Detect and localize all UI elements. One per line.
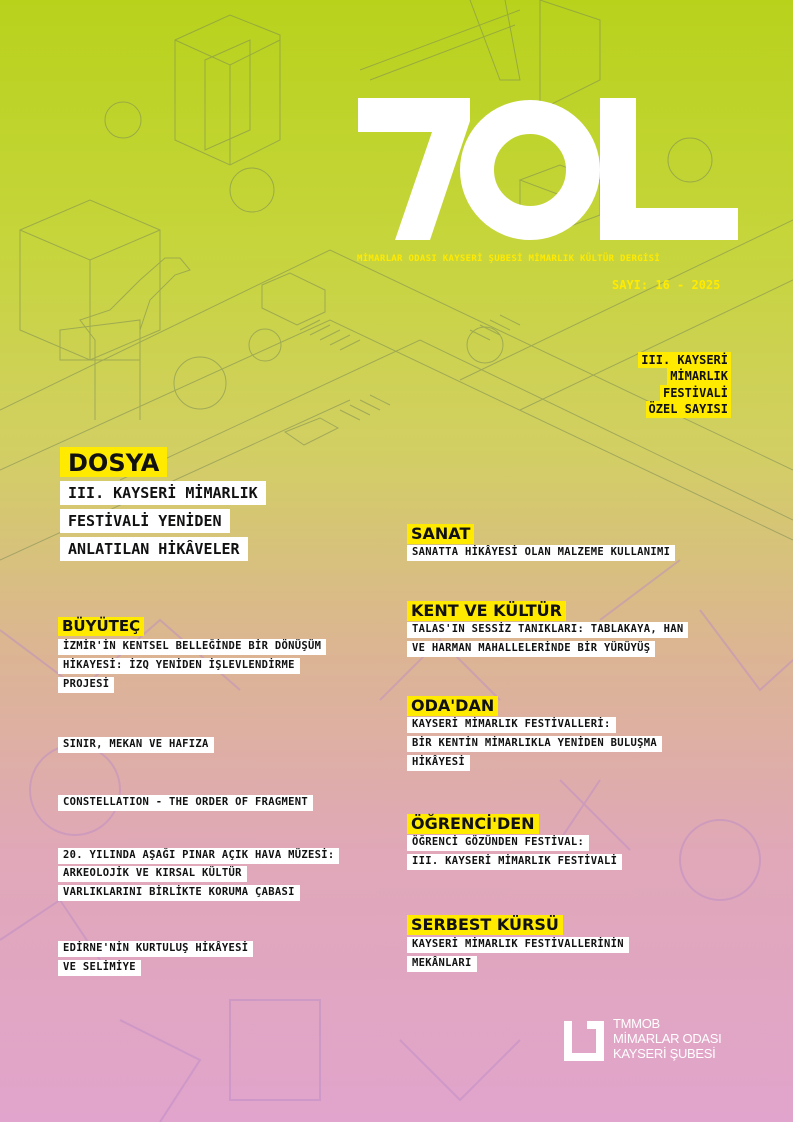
article-title-line[interactable]: SINIR, MEKAN VE HAFIZA [58,737,214,753]
article-title-line[interactable]: HİKAYESİ: İZQ YENİDEN İŞLEVLENDİRME [58,658,300,674]
special-issue-line: FESTİVALİ [660,385,731,401]
buyutec-heading: BÜYÜTEÇ [58,617,144,636]
article-title-line[interactable]: ÖĞRENCİ GÖZÜNDEN FESTİVAL: [407,835,589,851]
article-title-line[interactable]: VARLIKLARINI BİRLİKTE KORUMA ÇABASI [58,885,300,901]
dosya-title-line[interactable]: III. KAYSERİ MİMARLIK [60,481,266,505]
odadan-heading: ODA'DAN [407,696,498,716]
article-title-line[interactable]: 20. YILINDA AŞAĞI PINAR AÇIK HAVA MÜZESİ: [58,848,339,864]
article-title-line[interactable]: TALAS'IN SESSİZ TANIKLARI: TABLAKAYA, HAN [407,622,688,638]
article-title-line[interactable]: III. KAYSERİ MİMARLIK FESTİVALİ [407,854,622,870]
special-issue-line: MİMARLIK [667,368,731,384]
article-title-line[interactable]: VE SELİMİYE [58,960,141,976]
publisher-line: MİMARLAR ODASI [613,1030,722,1046]
dosya-title-line[interactable]: FESTİVALİ YENİDEN [60,509,230,533]
article-title-line[interactable]: VE HARMAN MAHALLELERİNDE BİR YÜRÜYÜŞ [407,641,655,657]
article-title-line[interactable]: KAYSERİ MİMARLIK FESTİVALLERİ: [407,717,616,733]
sanat-heading: SANAT [407,524,474,544]
magazine-tagline: MİMARLAR ODASI KAYSERİ ŞUBESİ MİMARLIK KÜLTÜR DERGİSİ [357,254,661,264]
masthead-logo [0,0,793,260]
article-title-line[interactable]: CONSTELLATION - THE ORDER OF FRAGMENT [58,795,313,811]
article-title-line[interactable]: MEKÂNLARI [407,956,477,972]
article-title-line[interactable]: EDİRNE'NİN KURTULUŞ HİKÂYESİ [58,941,253,957]
dosya-title-line[interactable]: ANLATILAN HİKÂVELER [60,537,248,561]
tmmob-logo-icon [561,1018,607,1064]
ogrenciden-heading: ÖĞRENCİ'DEN [407,814,539,834]
article-title-line[interactable]: İZMİR'İN KENTSEL BELLEĞİNDE BİR DÖNÜŞÜM [58,639,326,655]
article-title-line[interactable]: KAYSERİ MİMARLIK FESTİVALLERİNİN [407,937,629,953]
issue-number: SAYI: 16 - 2025 [612,278,721,292]
article-title-line[interactable]: PROJESİ [58,677,114,693]
article-title-line[interactable]: BİR KENTİN MİMARLIKLA YENİDEN BULUŞMA [407,736,662,752]
publisher-name [613,1017,721,1062]
special-issue-line: III. KAYSERİ [638,352,731,368]
publisher-line: TMMOB [613,1016,660,1031]
special-issue-block [638,352,731,418]
publisher-line: KAYSERİ ŞUBESİ [613,1045,716,1061]
serbest-kursu-heading: SERBEST KÜRSÜ [407,915,563,935]
article-title-line[interactable]: SANATTA HİKÂYESİ OLAN MALZEME KULLANIMI [407,545,675,561]
special-issue-line: ÖZEL SAYISI [646,401,731,417]
dosya-heading: DOSYA [60,447,167,477]
article-title-line[interactable]: HİKÂYESİ [407,755,470,771]
article-title-line[interactable]: ARKEOLOJİK VE KIRSAL KÜLTÜR [58,866,247,882]
kent-heading: KENT VE KÜLTÜR [407,601,566,621]
